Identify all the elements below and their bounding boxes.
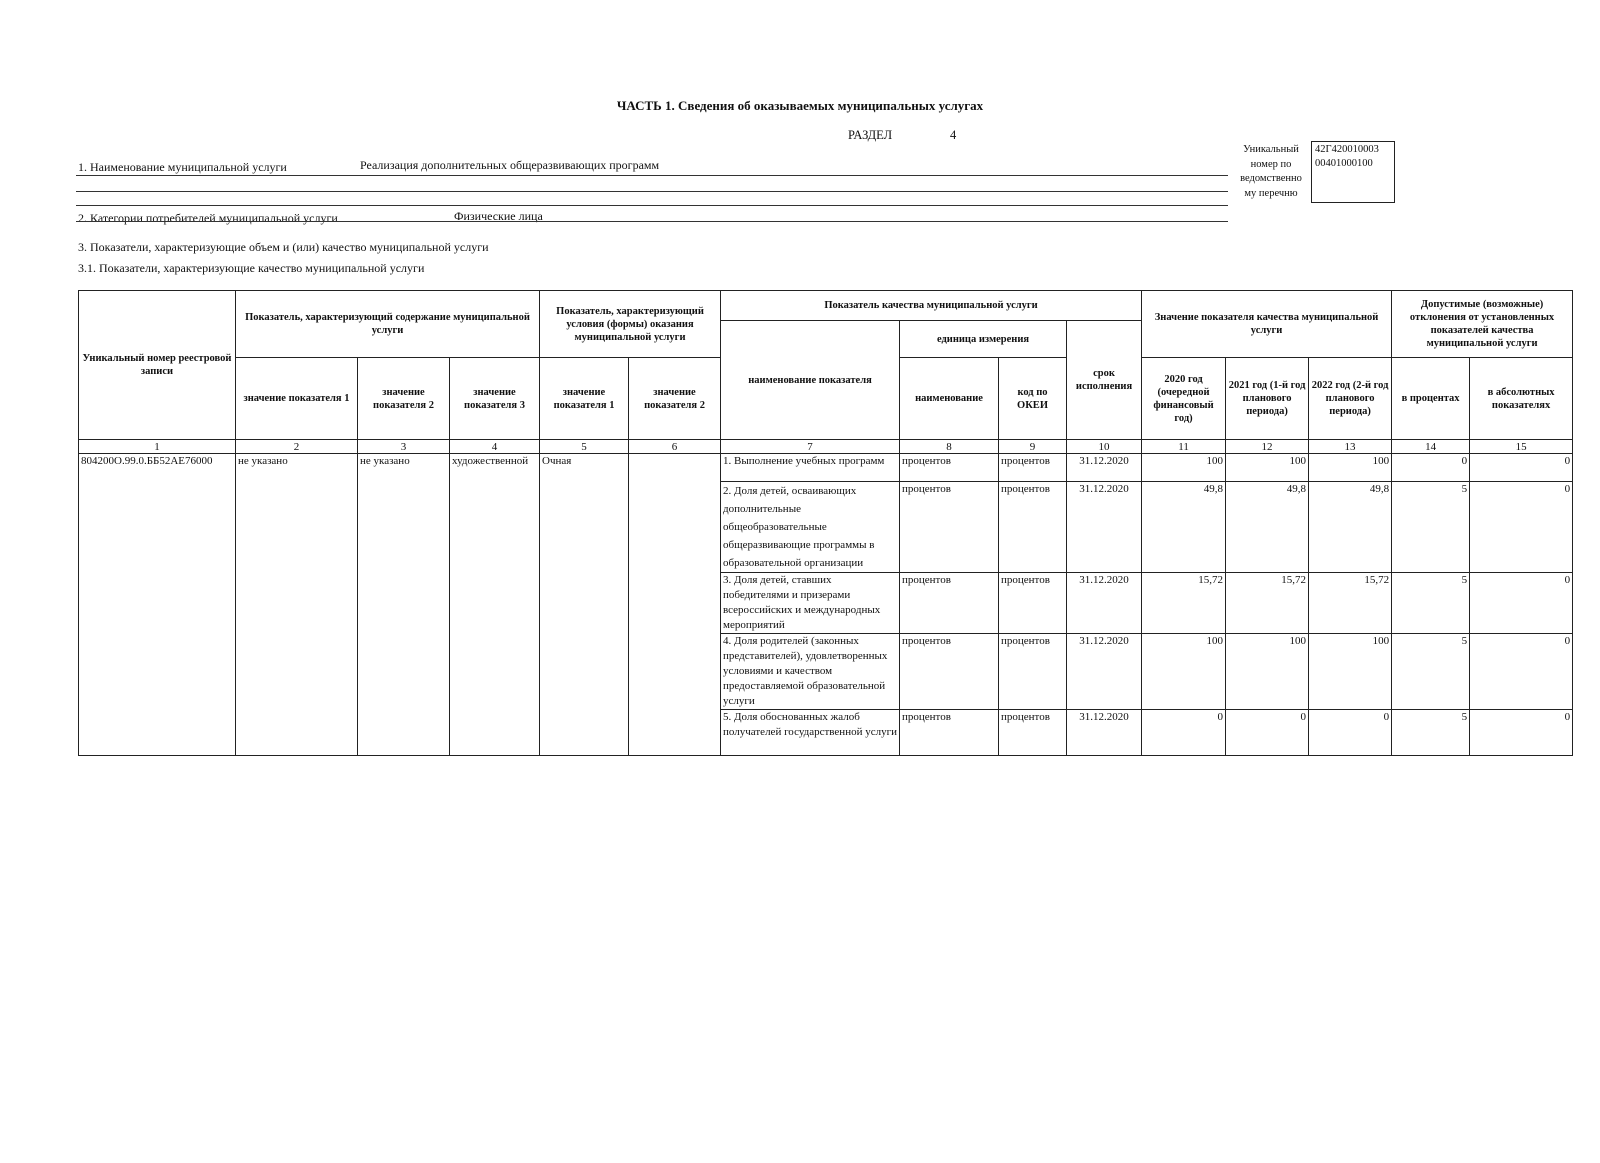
unique-code-line: 00401000100 [1315,158,1373,169]
column-number: 7 [721,440,900,454]
unit-name: процентов [900,710,999,756]
column-number: 1 [79,440,236,454]
header-value-group: Значение показателя качества муниципальной услуги [1142,291,1392,358]
content-value-2: не указано [358,454,450,756]
deviation-percent: 5 [1392,573,1470,634]
value-2021: 100 [1226,454,1309,482]
content-value-1: не указано [236,454,358,756]
part-title: ЧАСТЬ 1. Сведения об оказываемых муниципальных услугах [616,98,984,113]
consumers-value: Физические лица [454,209,543,223]
divider [76,175,1228,176]
quality-indicators-table [78,290,1573,756]
condition-value-2 [629,454,721,756]
deviation-percent: 5 [1392,634,1470,710]
header-content-1: значение показателя 1 [236,358,358,440]
header-dev-percent: в процентах [1392,358,1470,440]
section-label: РАЗДЕЛ [848,128,893,142]
value-2020: 49,8 [1142,482,1226,573]
column-number: 14 [1392,440,1470,454]
column-number: 9 [999,440,1067,454]
column-number: 4 [450,440,540,454]
header-deadline: срок исполнения [1067,321,1142,440]
value-2020: 100 [1142,634,1226,710]
consumers-label: 2. Категории потребителей муниципальной услуги [78,211,338,225]
header-unit-name: наименование [900,358,999,440]
column-number: 6 [629,440,721,454]
divider [76,221,1228,222]
unique-code-line: 42Г420010003 [1315,144,1379,155]
unit-code: процентов [999,573,1067,634]
deviation-absolute: 0 [1470,454,1573,482]
value-2022: 0 [1309,710,1392,756]
header-content-group: Показатель, характеризующий содержание муниципальной услуги [236,291,540,358]
indicator-name: 5. Доля обоснованных жалоб получателей государственной услуги [721,710,900,756]
indicator-name: 3. Доля детей, ставших победителями и призерами всероссийских и международных мероприятий [721,573,900,634]
column-number: 5 [540,440,629,454]
column-number: 12 [1226,440,1309,454]
column-numbers-row [79,440,1573,454]
column-number: 11 [1142,440,1226,454]
deviation-percent: 5 [1392,710,1470,756]
value-2022: 49,8 [1309,482,1392,573]
deadline: 31.12.2020 [1067,710,1142,756]
divider [76,191,1228,192]
content-value-3: художественной [450,454,540,756]
column-number: 8 [900,440,999,454]
value-2022: 100 [1309,634,1392,710]
quality-heading: 3.1. Показатели, характеризующие качество муниципальной услуги [78,261,425,275]
registry-number: 804200О.99.0.ББ52АЕ76000 [79,454,236,756]
unit-code: процентов [999,482,1067,573]
indicators-heading: 3. Показатели, характеризующие объем и (или) качество муниципальной услуги [78,240,489,254]
unit-name: процентов [900,482,999,573]
unit-code: процентов [999,634,1067,710]
deviation-percent: 5 [1392,482,1470,573]
unit-name: процентов [900,573,999,634]
deviation-absolute: 0 [1470,573,1573,634]
service-name-value: Реализация дополнительных общеразвивающих программ [360,158,660,172]
header-year-2021: 2021 год (1-й год планового периода) [1226,358,1309,440]
header-deviation-group: Допустимые (возможные) отклонения от установленных показателей качества муниципальной услуги [1392,291,1573,358]
unique-number-label: Уникальный номер по ведомственно му перечню [1240,144,1302,199]
condition-value-1: Очная [540,454,629,756]
column-number: 3 [358,440,450,454]
value-2020: 15,72 [1142,573,1226,634]
value-2022: 15,72 [1309,573,1392,634]
value-2021: 15,72 [1226,573,1309,634]
header-content-2: значение показателя 2 [358,358,450,440]
deadline: 31.12.2020 [1067,454,1142,482]
header-conditions-group: Показатель, характеризующий условия (формы) оказания муниципальной услуги [540,291,721,358]
unit-name: процентов [900,634,999,710]
deviation-absolute: 0 [1470,482,1573,573]
header-cond-2: значение показателя 2 [629,358,721,440]
unit-code: процентов [999,454,1067,482]
divider [76,205,1228,206]
column-number: 2 [236,440,358,454]
value-2021: 100 [1226,634,1309,710]
deviation-absolute: 0 [1470,710,1573,756]
header-year-2020: 2020 год (очередной финансовый год) [1142,358,1226,440]
header-quality-group: Показатель качества муниципальной услуги [721,291,1142,321]
deadline: 31.12.2020 [1067,573,1142,634]
header-unit-code: код по ОКЕИ [999,358,1067,440]
indicator-name: 4. Доля родителей (законных представителей), удовлетворенных условиями и качеством предоставляемой образовательной услуги [721,634,900,710]
column-number: 10 [1067,440,1142,454]
deviation-percent: 0 [1392,454,1470,482]
value-2020: 100 [1142,454,1226,482]
indicator-name: 2. Доля детей, осваивающих дополнительные общеобразовательные общеразвивающие программы в образовательной организации [721,482,900,573]
value-2022: 100 [1309,454,1392,482]
deadline: 31.12.2020 [1067,634,1142,710]
service-name-label: 1. Наименование муниципальной услуги [78,160,287,174]
column-number: 13 [1309,440,1392,454]
value-2021: 49,8 [1226,482,1309,573]
deviation-absolute: 0 [1470,634,1573,710]
header-registry: Уникальный номер реестровой записи [79,291,236,440]
section-number: 4 [950,128,957,142]
header-cond-1: значение показателя 1 [540,358,629,440]
header-dev-absolute: в абсолютных показателях [1470,358,1573,440]
value-2020: 0 [1142,710,1226,756]
value-2021: 0 [1226,710,1309,756]
table-row [79,454,1573,482]
column-number: 15 [1470,440,1573,454]
header-unit-group: единица измерения [900,321,1067,358]
indicator-name: 1. Выполнение учебных программ [721,454,900,482]
header-year-2022: 2022 год (2-й год планового периода) [1309,358,1392,440]
unique-number-box [1311,141,1395,203]
unit-code: процентов [999,710,1067,756]
unit-name: процентов [900,454,999,482]
header-content-3: значение показателя 3 [450,358,540,440]
deadline: 31.12.2020 [1067,482,1142,573]
header-indicator-name: наименование показателя [721,321,900,440]
